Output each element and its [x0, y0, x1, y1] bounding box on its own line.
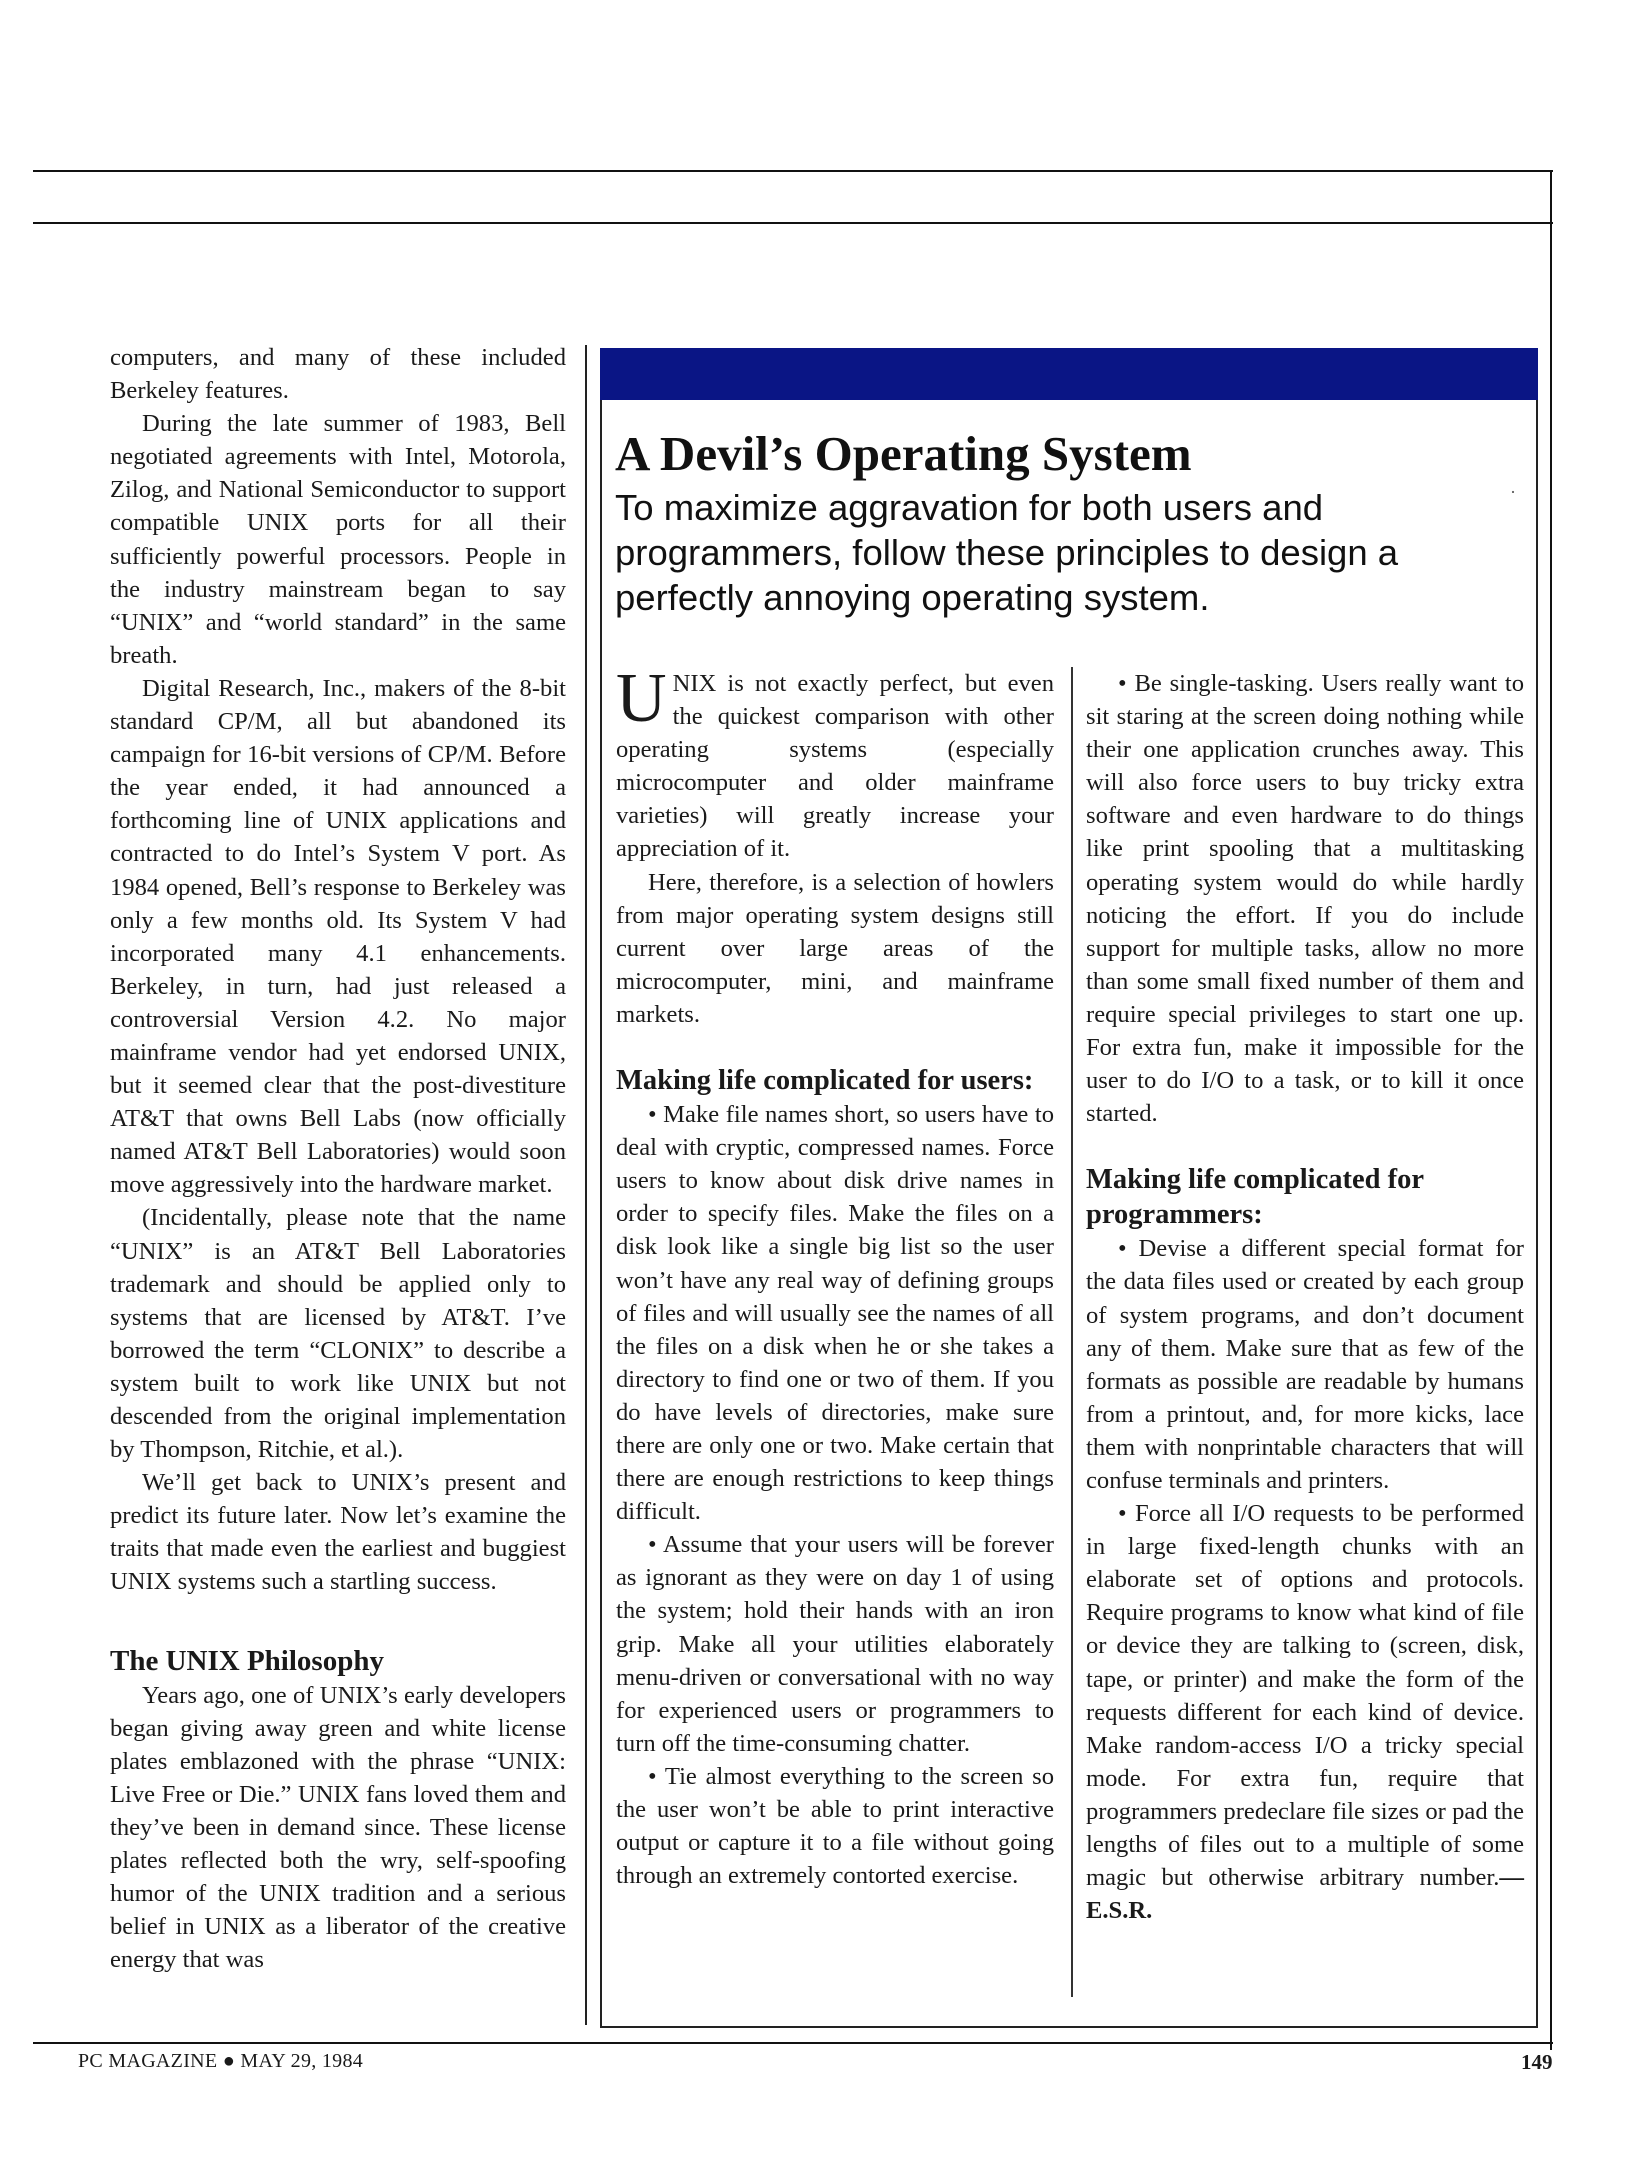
publication-footer: PC MAGAZINE ● MAY 29, 1984: [78, 2050, 364, 2072]
bullet-item: • Be single-tasking. Users really want to sit staring at the screen doing nothing while their one application crunches away. This will also force users to buy tricky extra software and even hardware to do things like print spooling that a multitasking operating system would do while hardly noticing the effort. If you do include support for multiple tasks, allow no more than some small fixed number of them and require special privileges to start one up. For extra fun, make it impossible for the user to do I/O to a task, or to kill it once started.: [1086, 670, 1524, 1128]
sidebar-color-band: [600, 348, 1538, 400]
bullet-item: • Devise a different special format for the data files used or created by each group of system programs, and don’t document any of them. Make sure that as few of the formats as possible are readable by humans from a printout, and, for more kicks, lace them with nonprintable characters that will confuse terminals and printers.: [1086, 1235, 1524, 1494]
bullet-item: • Assume that your users will be forever as ignorant as they were on day 1 of using the system; hold their hands with an iron grip. Make all your utilities elaborately menu-driven or conversational with no way for experienced users or programmers to turn off the time-consuming chatter.: [616, 1531, 1054, 1757]
bullet-text: • Force all I/O requests to be performed in large fixed-length chunks with an elaborate set of options and protocols. Require programs to know what kind of file or device they are talking to (screen, disk, tape, or printer) and make the form of the requests different for each kind of device. Make random-access I/O a tricky special mode. For extra fun, require that programmers predeclare file sizes or pad the lengths of files out to a multiple of some magic but otherwise arbitrary number.: [1086, 1500, 1524, 1892]
column-divider: [585, 345, 587, 2025]
sidebar-subtitle: To maximize aggravation for both users and programmers, follow these principles to design a perfectly annoying operating system.: [615, 487, 1399, 618]
sidebar-title: A Devil’s Operating System: [615, 426, 1192, 481]
section-heading: The UNIX Philosophy: [110, 1644, 384, 1677]
article-paragraph: Years ago, one of UNIX’s early developers began giving away green and white license plates emblazoned with the phrase “UNIX: Live Free or Die.” UNIX fans loved them and they’ve been in demand since. These license plates reflected both the wry, self-spoofing humor of the UNIX tradition and a serious belief in UNIX as a liberator of the creative energy that was: [110, 1681, 566, 1974]
article-paragraph: computers, and many of these included Berkeley features.: [110, 344, 566, 405]
sidebar-column-divider: [1071, 667, 1073, 1997]
article-left-column: [110, 341, 566, 1976]
bottom-rule: [33, 2042, 1553, 2044]
article-paragraph: We’ll get back to UNIX’s present and predict its future later. Now let’s examine the traits that made even the earliest and buggiest UNIX systems such a startling success.: [110, 1469, 566, 1596]
sidebar-paragraph: Here, therefore, is a selection of howlers from major operating system designs still current over large areas of the microcomputer, mini, and mainframe markets.: [616, 868, 1054, 1028]
drop-cap: U: [616, 660, 667, 737]
sidebar-intro: [616, 660, 1054, 866]
bullet-item: [1086, 1497, 1524, 1927]
article-paragraph: Digital Research, Inc., makers of the 8-bit standard CP/M, all but abandoned its campaign for 16-bit versions of CP/M. Before the year ended, it had announced a forthcoming line of UNIX applications and contracted to do Intel’s System V port. As 1984 opened, Bell’s response to Berkeley was only a few months old. Its System V had incorporated many 4.1 enhancements. Berkeley, in turn, had just released a controversial Version 4.2. No major mainframe vendor had yet endorsed UNIX, but it seemed clear that the post-divestiture AT&T that owns Bell Labs (now officially named AT&T Bell Laboratories) would soon move aggressively into the hardware market.: [110, 674, 566, 1199]
bullet-item: • Tie almost everything to the screen so the user won’t be able to print interactive output or capture it to a file without going through an extremely contorted exercise.: [616, 1762, 1054, 1890]
top-rule: [33, 170, 1553, 172]
page-number: 149: [1521, 2050, 1553, 2074]
article-paragraph: During the late summer of 1983, Bell negotiated agreements with Intel, Motorola, Zilog, and National Semiconductor to support compatible UNIX ports for all their sufficiently powerful processors. People in the industry mainstream began to say “UNIX” and “world standard” in the same breath.: [110, 410, 566, 669]
stray-mark: ·: [1510, 482, 1516, 502]
programmers-heading: Making life complicated for programmers:: [1086, 1164, 1424, 1231]
bullet-item: • Make file names short, so users have to deal with cryptic, compressed names. Force users to know about disk drive names in order to specify files. Make the files on a disk look like a single big list so the user won’t have any real way of defining groups of files and will usually see the names of all the files on a disk when he or she takes a directory to find one or two of them. If you do have levels of directories, make sure there are only one or two. Make certain that there are enough restrictions to keep things difficult.: [616, 1101, 1054, 1526]
author-signature: —E.S.R.: [1086, 1864, 1524, 1925]
second-top-rule: [33, 222, 1553, 224]
sidebar-intro-text: NIX is not exactly perfect, but even the quickest comparison with other operating systems (especially microcomputer and older mainframe varieties) will greatly increase your appreciation of it.: [616, 670, 1054, 863]
article-paragraph: (Incidentally, please note that the name “UNIX” is an AT&T Bell Laboratories trademark and should be applied only to systems that are licensed by AT&T. I’ve borrowed the term “CLONIX” to describe a system built to work like UNIX but not descended from the original implementation by Thompson, Ritchie, et al.).: [110, 1204, 566, 1464]
sidebar-middle-column: [616, 660, 1054, 1892]
right-margin-rule: [1550, 170, 1552, 2050]
sidebar-right-column: [1086, 667, 1524, 1927]
users-heading: Making life complicated for users:: [616, 1065, 1034, 1097]
